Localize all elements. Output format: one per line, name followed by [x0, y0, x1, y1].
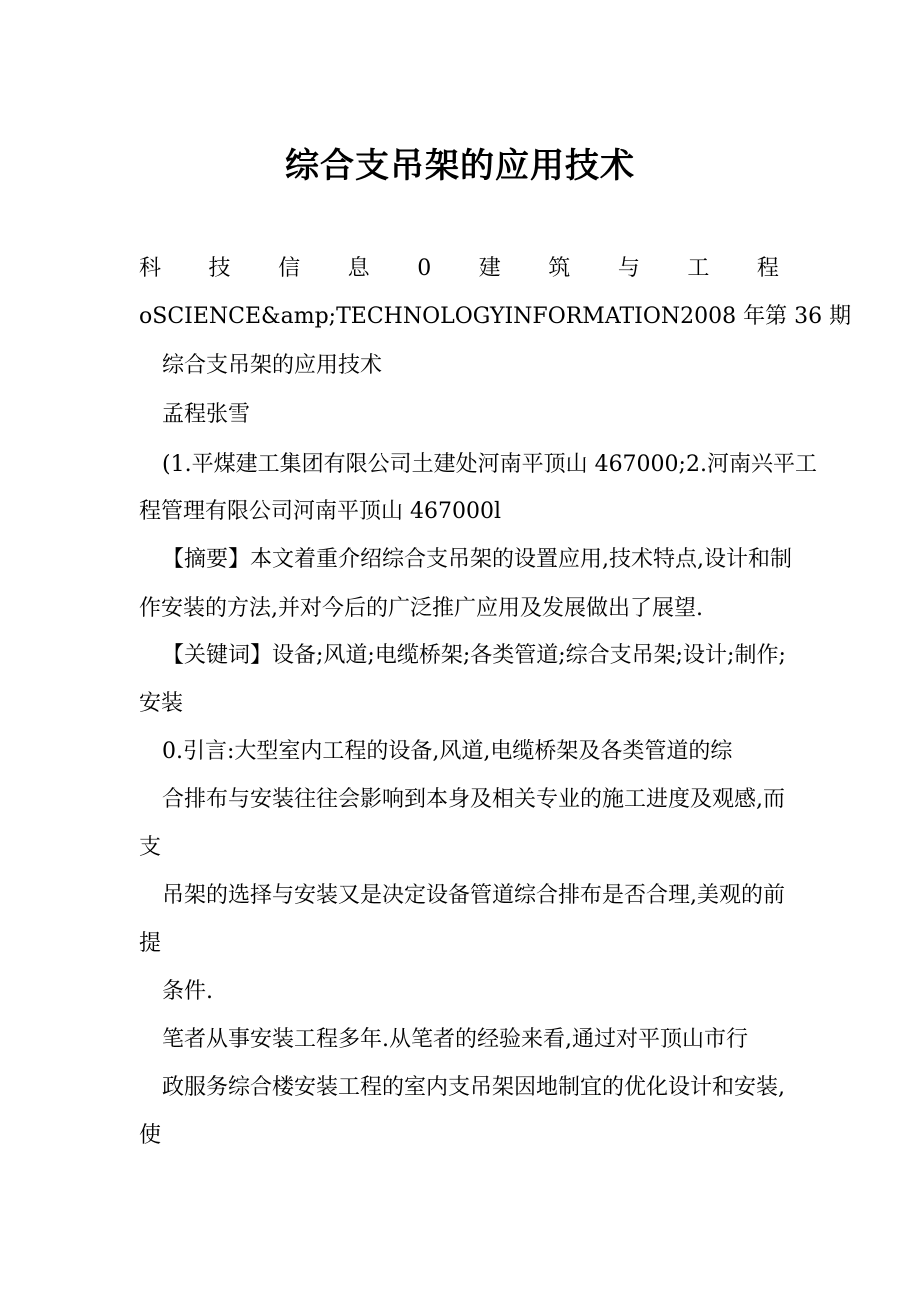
- journal-header-char: 信: [278, 256, 301, 281]
- journal-header-char: 工: [687, 256, 710, 281]
- journal-header-char: 建: [478, 256, 501, 281]
- keywords-line: 安装: [139, 691, 184, 716]
- abstract-line: 【摘要】本文着重介绍综合支吊架的设置应用,技术特点,设计和制: [162, 547, 792, 572]
- body-paragraph-line: 政服务综合楼安装工程的室内支吊架因地制宜的优化设计和安装,: [162, 1075, 785, 1100]
- journal-header-char: 技: [208, 256, 231, 281]
- affiliation-line: (1.平煤建工集团有限公司土建处河南平顶山 467000;2.河南兴平工: [162, 452, 817, 477]
- journal-header-char: 程: [756, 256, 779, 281]
- affiliation-line: 程管理有限公司河南平顶山 467000l: [139, 499, 502, 524]
- body-paragraph-line: 支: [139, 835, 162, 860]
- journal-header-char: 与: [617, 256, 640, 281]
- body-paragraph-line: 合排布与安装往往会影响到本身及相关专业的施工进度及观感,而: [162, 787, 785, 812]
- body-paragraph-line: 提: [139, 931, 162, 956]
- journal-header-char: 科: [139, 256, 162, 281]
- journal-subline: oSCIENCE&amp;TECHNOLOGYINFORMATION2008 年第 36 期: [139, 304, 852, 329]
- journal-header-char: 筑: [548, 256, 571, 281]
- document-title: 综合支吊架的应用技术: [285, 146, 635, 186]
- body-paragraph-line: 使: [139, 1123, 162, 1148]
- abstract-line: 作安装的方法,并对今后的广泛推广应用及发展做出了展望.: [139, 596, 703, 621]
- body-paragraph-line: 条件.: [162, 979, 213, 1004]
- journal-header: [139, 254, 779, 284]
- article-subtitle: 综合支吊架的应用技术: [162, 353, 383, 378]
- body-paragraph-line: 吊架的选择与安装又是决定设备管道综合排布是否合理,美观的前: [162, 883, 785, 908]
- authors: 孟程张雪: [162, 402, 251, 427]
- journal-header-char: 0: [417, 256, 432, 281]
- keywords-line: 【关键词】设备;风道;电缆桥架;各类管道;综合支吊架;设计;制作;: [162, 643, 786, 668]
- body-paragraph-line: 0.引言:大型室内工程的设备,风道,电缆桥架及各类管道的综: [162, 739, 733, 764]
- body-paragraph-line: 笔者从事安装工程多年.从笔者的经验来看,通过对平顶山市行: [162, 1027, 748, 1052]
- journal-header-char: 息: [347, 256, 370, 281]
